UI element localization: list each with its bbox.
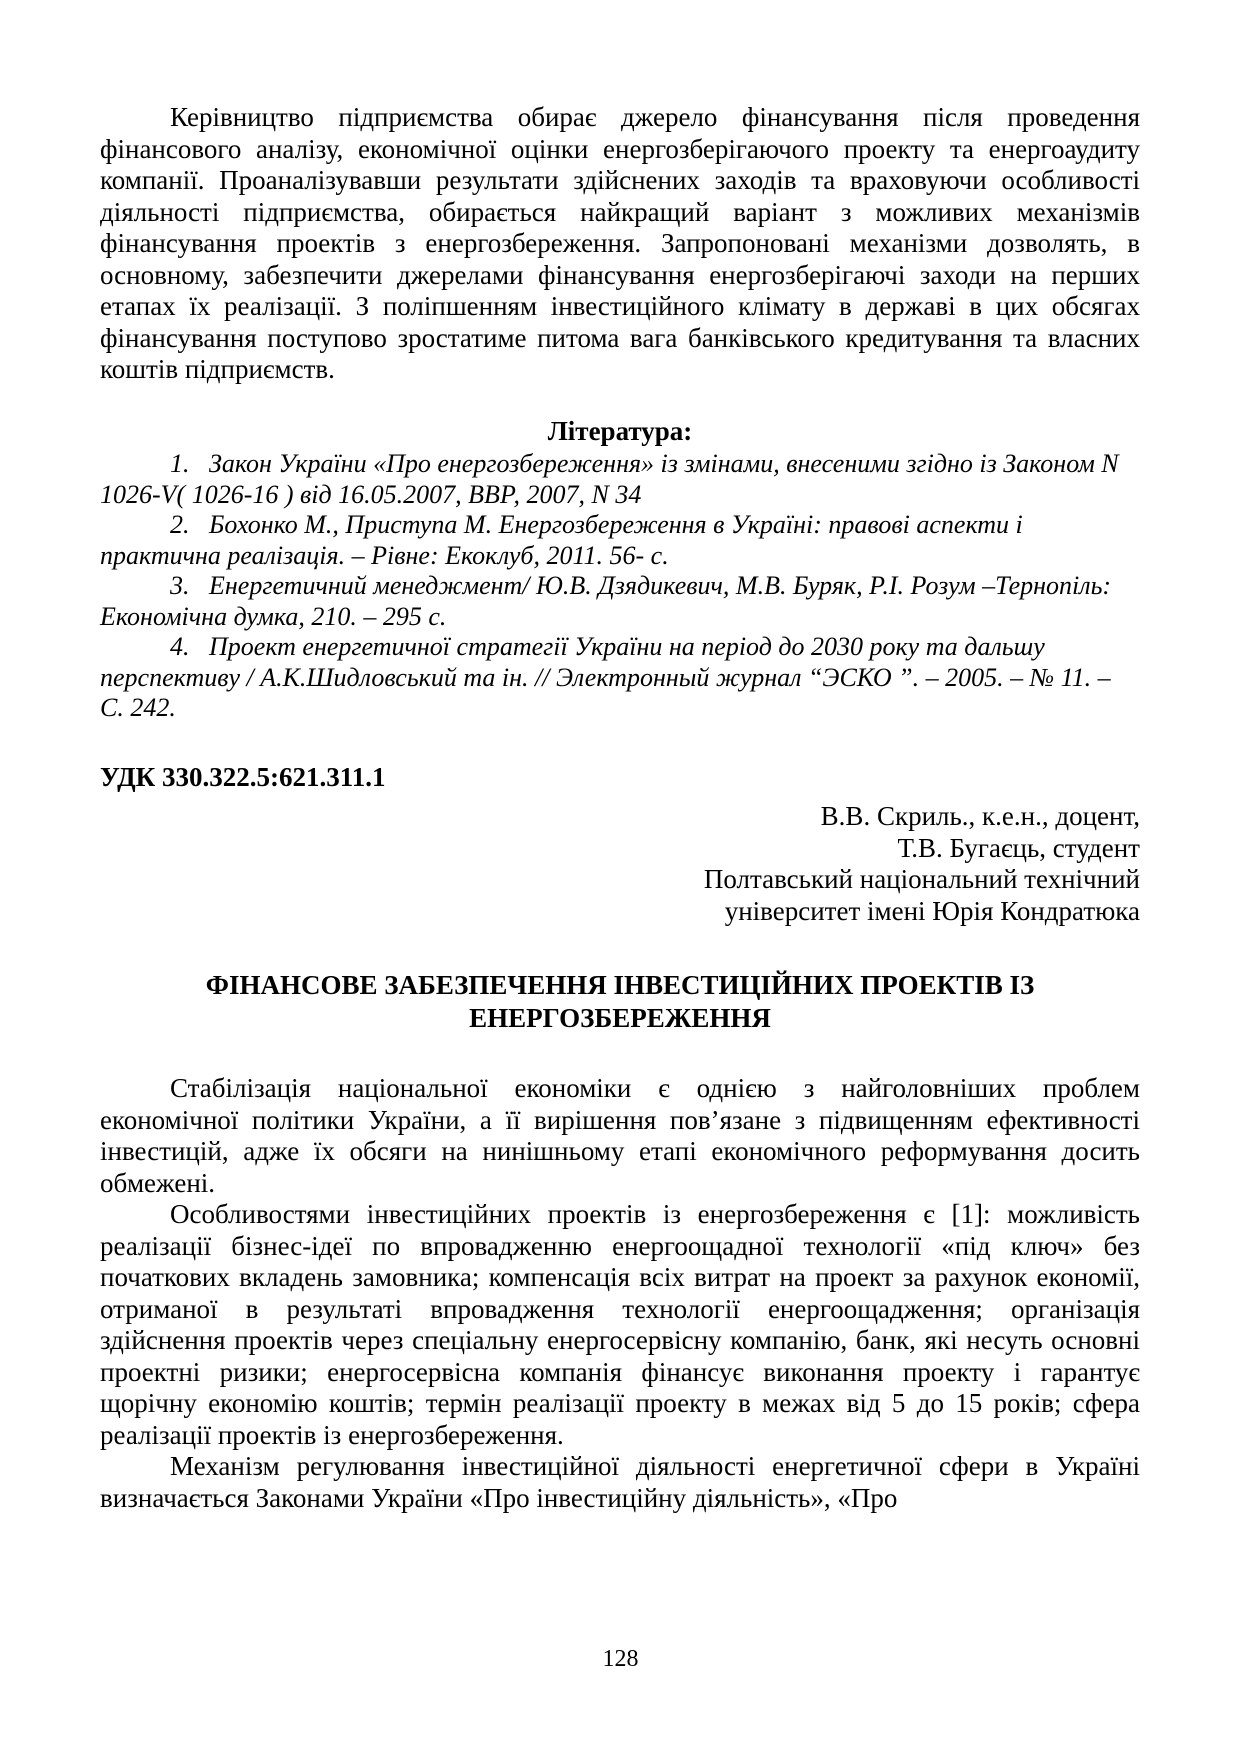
affiliation-line: Полтавський національний технічний (703, 864, 1140, 894)
references-list (100, 449, 1140, 724)
body-paragraph: Стабілізація національної економіки є однією з найголовніших проблем економічної політики України, а її вирішення пов’язане з підвищенням ефективності інвестицій, адже їх обсяги на нинішньому етапі економічного реформування досить обмежені. (100, 1073, 1140, 1198)
body-paragraph: Механізм регулювання інвестиційної діяльності енергетичної сфери в Україні визначається Законами України «Про інвестиційну діяльність», «Про (100, 1451, 1140, 1513)
references-heading: Література: (547, 415, 693, 446)
author-line: Т.В. Бугаєць, студент (897, 832, 1140, 863)
affiliation-line: університет імені Юрія Кондратюка (724, 895, 1140, 926)
author-line: В.В. Скриль., к.е.н., доцент, (820, 801, 1140, 831)
udc-code: УДК 330.322.5:621.311.1 (100, 761, 386, 792)
byline-block (100, 801, 1140, 927)
reference-item: 3. Енергетичний менеджмент/ Ю.В. Дзядикевич, М.В. Буряк, Р.І. Розум –Тернопіль: Економічна думка, 210. – 295 с. (100, 571, 1112, 631)
article-body (100, 1073, 1140, 1514)
body-paragraph: Особливостями інвестиційних проектів із енергозбереження є [1]: можливість реалізації бізнес-ідеї по впровадженню енергоощадної технології «під ключ» без початкових вкладень замовника; компенсація всіх витрат на проект за рахунок економії, отриманої в результаті впровадження технології енергоощадження; організація здійснення проектів через спеціальну енергосервісну компанію, банк, які несуть основні проектні ризики; енергосервісна компанія фінансує виконання проекту і гарантує щорічну економію коштів; термін реалізації проекту в межах від 5 до 15 років; сфера реалізації проектів із енергозбереження. (100, 1199, 1140, 1450)
reference-item: 2. Бохонко М., Приступа М. Енергозбереження в Україні: правові аспекти і практична реалізація. – Рівне: Екоклуб, 2011. 56- с. (100, 510, 1023, 570)
article-title: ФІНАНСОВЕ ЗАБЕЗПЕЧЕННЯ ІНВЕСТИЦІЙНИХ ПРОЕКТІВ ІЗ ЕНЕРГОЗБЕРЕЖЕННЯ (205, 970, 1035, 1033)
previous-article-closing-paragraph: Керівництво підприємства обирає джерело фінансування після проведення фінансового аналізу, економічної оцінки енергозберігаючого проекту та енергоаудиту компанії. Проаналізувавши результати здійснених заходів та враховуючи особливості діяльності підприємства, обирається найкращий варіант з можливих механізмів фінансування проектів з енергозбереження. Запропоновані механізми дозволять, в основному, забезпечити джерелами фінансування енергозберігаючі заходи на перших етапах їх реалізації. З поліпшенням інвестиційного клімату в державі в цих обсягах фінансування поступово зростатиме питома вага банківського кредитування та власних коштів підприємств. (100, 102, 1140, 384)
reference-item: 1. Закон України «Про енергозбереження» із змінами, внесеними згідно із Законом N 1026-V( 1026-16 ) від 16.05.2007, ВВР, 2007, N 34 (100, 449, 1119, 509)
reference-item: 4. Проект енергетичної стратегії України на період до 2030 року та дальшу перспективу / А.К.Шидловський та ін. // Электронный журнал “ЭСКО ”. – 2005. – № 11. – С. 242. (100, 632, 1111, 722)
page-number: 128 (602, 1646, 639, 1672)
